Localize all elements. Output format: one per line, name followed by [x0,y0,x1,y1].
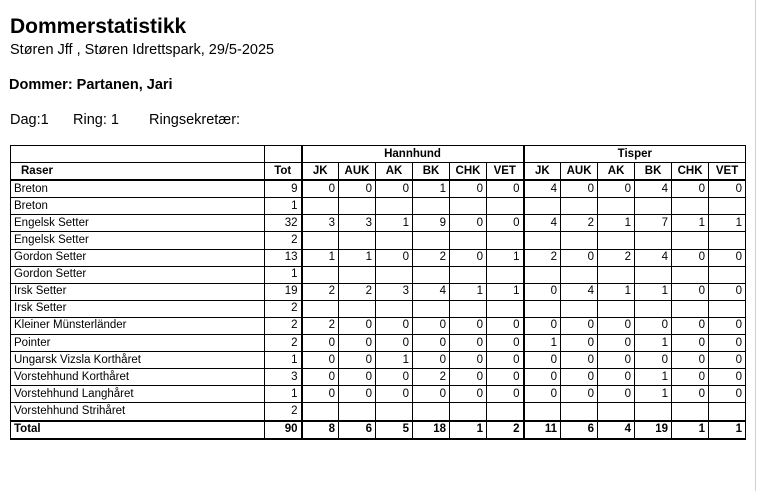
female-vet-count: 0 [709,386,746,403]
female-auk-count: 0 [561,369,598,386]
male-bk-count: 1 [413,180,450,198]
male-bk-count: 9 [413,215,450,232]
group-header-row [11,146,746,163]
female-vet-count: 1 [709,215,746,232]
male-chk-count: 0 [450,335,487,352]
male-jk-count [302,266,339,283]
female-auk-count: 4 [561,283,598,300]
female-auk-count: 2 [561,215,598,232]
female-ak-count: 0 [598,369,635,386]
female-vet-count [709,232,746,249]
female-auk-count [561,266,598,283]
breed-name: Pointer [11,335,265,352]
male-vet-count [487,266,524,283]
male-auk-count: 0 [339,180,376,198]
female-auk-count: 6 [561,421,598,439]
male-jk-count [302,232,339,249]
male-ak-count: 0 [376,180,413,198]
total-count: 2 [265,300,302,317]
male-vet-count: 0 [487,335,524,352]
male-auk-count: 0 [339,317,376,334]
female-chk-count [672,403,709,421]
female-chk-count: 0 [672,335,709,352]
blank-header-cell [265,146,302,163]
female-vet-count: 0 [709,180,746,198]
male-jk-count: 2 [302,283,339,300]
female-chk-count: 0 [672,386,709,403]
male-ak-count [376,198,413,215]
female-chk-count: 0 [672,317,709,334]
male-jk-count: 0 [302,386,339,403]
male-bk-header: BK [413,163,450,181]
female-jk-count [524,266,561,283]
male-ak-count: 0 [376,386,413,403]
total-count: 3 [265,369,302,386]
female-jk-count [524,198,561,215]
female-ak-count: 0 [598,386,635,403]
male-bk-count: 2 [413,249,450,266]
male-vet-count: 1 [487,283,524,300]
female-ak-count [598,403,635,421]
female-auk-count [561,300,598,317]
male-ak-count: 0 [376,335,413,352]
female-ak-header: AK [598,163,635,181]
female-jk-count: 0 [524,352,561,369]
female-bk-count: 1 [635,386,672,403]
total-count: 9 [265,180,302,198]
breed-name: Engelsk Setter [11,215,265,232]
female-vet-count: 0 [709,369,746,386]
male-auk-count: 2 [339,283,376,300]
male-chk-count: 0 [450,352,487,369]
table-row [11,369,746,386]
male-ak-count [376,232,413,249]
male-bk-count: 0 [413,317,450,334]
total-count: 2 [265,335,302,352]
male-auk-count: 0 [339,369,376,386]
female-jk-count: 2 [524,249,561,266]
female-jk-count: 0 [524,317,561,334]
female-chk-header: CHK [672,163,709,181]
male-vet-count [487,300,524,317]
male-chk-count [450,300,487,317]
day-label: Dag:1 [10,112,49,128]
male-ak-count: 1 [376,215,413,232]
female-chk-count: 0 [672,283,709,300]
male-vet-count: 0 [487,386,524,403]
female-vet-count: 0 [709,249,746,266]
female-vet-count: 1 [709,421,746,439]
total-count: 1 [265,266,302,283]
female-bk-count: 1 [635,283,672,300]
female-vet-count: 0 [709,335,746,352]
male-vet-count: 2 [487,421,524,439]
female-bk-count [635,232,672,249]
male-jk-count: 0 [302,335,339,352]
male-jk-count: 0 [302,369,339,386]
table-row [11,266,746,283]
female-bk-count [635,266,672,283]
male-ak-count [376,266,413,283]
male-bk-count: 18 [413,421,450,439]
female-auk-count: 0 [561,352,598,369]
female-chk-count: 1 [672,215,709,232]
male-ak-count [376,403,413,421]
total-row [11,421,746,439]
female-chk-count: 0 [672,369,709,386]
female-chk-count [672,266,709,283]
female-vet-count [709,198,746,215]
column-header-row [11,163,746,181]
female-bk-count [635,403,672,421]
male-bk-count [413,300,450,317]
judge-statistics-table [10,145,746,440]
female-bk-count: 1 [635,369,672,386]
male-bk-count: 0 [413,386,450,403]
female-ak-count [598,198,635,215]
male-chk-count [450,266,487,283]
female-jk-count: 4 [524,215,561,232]
male-bk-count [413,266,450,283]
total-count: 2 [265,232,302,249]
female-ak-count: 0 [598,335,635,352]
male-auk-count [339,300,376,317]
secretary-label: Ringsekretær: [149,112,241,128]
female-ak-count [598,232,635,249]
total-count: 19 [265,283,302,300]
male-chk-count: 0 [450,386,487,403]
male-ak-count: 0 [376,249,413,266]
female-bk-count: 7 [635,215,672,232]
male-jk-count: 3 [302,215,339,232]
male-ak-count: 0 [376,369,413,386]
table-row [11,249,746,266]
male-vet-count [487,198,524,215]
female-bk-count: 4 [635,180,672,198]
page-title: Dommerstatistikk [10,15,187,38]
female-jk-count [524,232,561,249]
female-vet-count: 0 [709,317,746,334]
table-row [11,300,746,317]
male-vet-count [487,403,524,421]
female-auk-count: 0 [561,180,598,198]
female-ak-count: 1 [598,283,635,300]
male-chk-count: 0 [450,215,487,232]
male-vet-count: 0 [487,369,524,386]
total-count: 2 [265,403,302,421]
table-row [11,180,746,198]
breed-column-header: Raser [11,163,265,181]
female-vet-header: VET [709,163,746,181]
group-female-header: Tisper [524,146,746,163]
male-chk-count: 0 [450,317,487,334]
breed-name: Vorstehhund Langhåret [11,386,265,403]
total-count: 13 [265,249,302,266]
female-auk-count: 0 [561,335,598,352]
male-bk-count: 0 [413,352,450,369]
total-count: 1 [265,386,302,403]
female-jk-count: 1 [524,335,561,352]
female-jk-header: JK [524,163,561,181]
male-jk-header: JK [302,163,339,181]
female-chk-count: 0 [672,352,709,369]
breed-name: Breton [11,198,265,215]
male-bk-count [413,232,450,249]
male-auk-count: 0 [339,352,376,369]
male-auk-count: 0 [339,335,376,352]
female-chk-count [672,198,709,215]
male-jk-count [302,300,339,317]
male-bk-count: 2 [413,369,450,386]
male-auk-count: 0 [339,386,376,403]
female-ak-count: 0 [598,352,635,369]
female-vet-count [709,403,746,421]
male-vet-header: VET [487,163,524,181]
event-subtitle: Støren Jff , Støren Idrettspark, 29/5-2025 [10,42,275,58]
total-column-header: Tot [265,163,302,181]
female-ak-count: 0 [598,180,635,198]
female-auk-count: 0 [561,386,598,403]
table-row [11,215,746,232]
male-auk-count: 6 [339,421,376,439]
table-row [11,198,746,215]
total-count: 1 [265,352,302,369]
female-vet-count: 0 [709,352,746,369]
table-row [11,283,746,300]
female-bk-count: 19 [635,421,672,439]
total-count: 90 [265,421,302,439]
table-row [11,335,746,352]
male-chk-count [450,403,487,421]
female-ak-count: 1 [598,215,635,232]
male-auk-count [339,403,376,421]
male-vet-count: 0 [487,180,524,198]
female-bk-count: 1 [635,335,672,352]
female-auk-count [561,232,598,249]
breed-name: Gordon Setter [11,266,265,283]
female-jk-count: 11 [524,421,561,439]
male-jk-count: 8 [302,421,339,439]
female-bk-count [635,198,672,215]
male-auk-count [339,232,376,249]
female-bk-header: BK [635,163,672,181]
male-vet-count [487,232,524,249]
female-ak-count: 4 [598,421,635,439]
male-vet-count: 0 [487,317,524,334]
female-bk-count: 0 [635,317,672,334]
male-chk-count [450,198,487,215]
female-jk-count: 0 [524,283,561,300]
female-auk-count: 0 [561,317,598,334]
male-bk-count: 4 [413,283,450,300]
female-auk-count [561,403,598,421]
male-chk-header: CHK [450,163,487,181]
breed-name: Breton [11,180,265,198]
female-jk-count [524,300,561,317]
female-vet-count: 0 [709,283,746,300]
male-bk-count [413,403,450,421]
female-vet-count [709,266,746,283]
blank-header-cell [11,146,265,163]
table-row [11,232,746,249]
female-jk-count: 0 [524,369,561,386]
table-row [11,352,746,369]
female-chk-count: 0 [672,180,709,198]
male-bk-count: 0 [413,335,450,352]
female-bk-count [635,300,672,317]
male-bk-count [413,198,450,215]
judge-name: Dommer: Partanen, Jari [9,77,173,93]
female-vet-count [709,300,746,317]
total-count: 32 [265,215,302,232]
male-jk-count [302,403,339,421]
male-chk-count: 0 [450,249,487,266]
ring-label: Ring: 1 [73,112,119,128]
male-jk-count: 2 [302,317,339,334]
male-ak-count [376,300,413,317]
female-chk-count: 1 [672,421,709,439]
male-ak-count: 5 [376,421,413,439]
female-jk-count [524,403,561,421]
day-ring-line [10,111,240,129]
male-chk-count: 0 [450,369,487,386]
female-bk-count: 0 [635,352,672,369]
male-jk-count [302,198,339,215]
female-ak-count [598,266,635,283]
male-chk-count: 1 [450,283,487,300]
total-count: 1 [265,198,302,215]
male-auk-header: AUK [339,163,376,181]
group-male-header: Hannhund [302,146,524,163]
table-row [11,403,746,421]
breed-name: Irsk Setter [11,283,265,300]
female-ak-count: 2 [598,249,635,266]
male-jk-count: 0 [302,180,339,198]
male-auk-count: 3 [339,215,376,232]
breed-name: Ungarsk Vizsla Korthåret [11,352,265,369]
male-auk-count [339,198,376,215]
female-chk-count [672,300,709,317]
male-ak-header: AK [376,163,413,181]
male-ak-count: 0 [376,317,413,334]
male-auk-count [339,266,376,283]
male-jk-count: 0 [302,352,339,369]
female-ak-count [598,300,635,317]
breed-name: Irsk Setter [11,300,265,317]
male-chk-count [450,232,487,249]
total-count: 2 [265,317,302,334]
male-vet-count: 0 [487,215,524,232]
male-jk-count: 1 [302,249,339,266]
male-ak-count: 3 [376,283,413,300]
female-bk-count: 4 [635,249,672,266]
breed-name: Vorstehhund Korthåret [11,369,265,386]
total-label: Total [11,421,265,439]
male-chk-count: 1 [450,421,487,439]
male-vet-count: 1 [487,249,524,266]
male-vet-count: 0 [487,352,524,369]
female-auk-header: AUK [561,163,598,181]
male-auk-count: 1 [339,249,376,266]
breed-name: Vorstehhund Strihåret [11,403,265,421]
female-chk-count: 0 [672,249,709,266]
breed-name: Engelsk Setter [11,232,265,249]
female-auk-count: 0 [561,249,598,266]
male-chk-count: 0 [450,180,487,198]
female-auk-count [561,198,598,215]
female-jk-count: 4 [524,180,561,198]
female-jk-count: 0 [524,386,561,403]
male-ak-count: 1 [376,352,413,369]
breed-name: Kleiner Münsterländer [11,317,265,334]
female-ak-count: 0 [598,317,635,334]
table-row [11,317,746,334]
table-row [11,386,746,403]
page-edge [755,0,756,491]
breed-name: Gordon Setter [11,249,265,266]
female-chk-count [672,232,709,249]
